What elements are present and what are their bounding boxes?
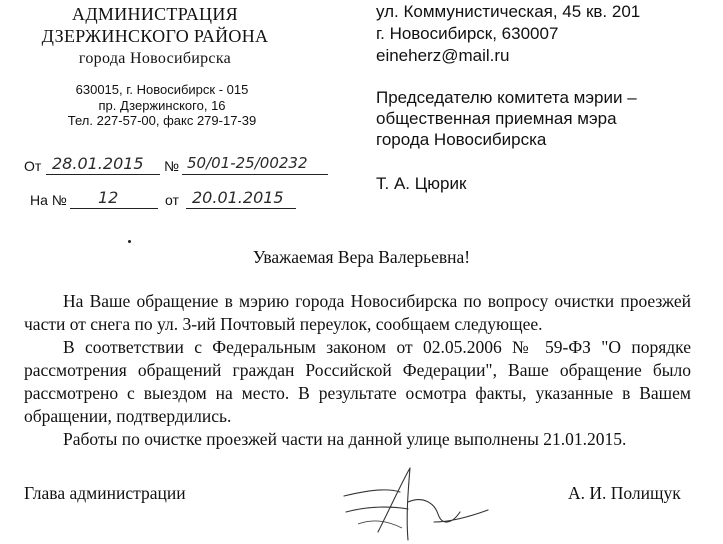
reply-date-underline	[186, 208, 296, 209]
reply-number-handwritten: 12	[98, 188, 119, 207]
org-address-line2: пр. Дзержинского, 16	[98, 98, 226, 113]
reply-date-handwritten: 20.01.2015	[192, 188, 284, 207]
org-name-line1: АДМИНИСТРАЦИЯ	[72, 4, 238, 24]
sender-address-line1: ул. Коммунистическая, 45 кв. 201	[376, 2, 641, 21]
org-phone-line: Тел. 227-57-00, факс 279-17-39	[67, 113, 257, 128]
from-date-handwritten: 28.01.2015	[52, 154, 144, 173]
org-name-line2: ДЗЕРЖИНСКОГО РАЙОНА	[41, 26, 269, 46]
number-handwritten: 50/01-25/00232	[187, 154, 308, 172]
sender-address-line2: г. Новосибирск, 630007	[376, 24, 559, 43]
handwritten-signature	[338, 462, 498, 544]
reply-number-label: На №	[30, 192, 67, 208]
signatory-name: А. И. Полищук	[568, 483, 681, 503]
stray-dot	[128, 240, 131, 243]
paragraph-3: Работы по очистке проезжей части на данной улице выполнены 21.01.2015.	[63, 429, 627, 449]
org-address-line1: 630015, г. Новосибирск - 015	[75, 82, 249, 97]
paragraph-2: В соответствии с Федеральным законом от 02.05.2006 № 59-ФЗ "О порядке рассмотрения обращений граждан Российской Федерации", Ваше обращение было рассмотрено с выездом на место. В результате осмотра факты, указанные в Вашем обращении, подтвердились.	[24, 337, 691, 426]
salutation: Уважаемая Вера Валерьевна!	[252, 247, 471, 267]
addressee-line1: Председателю комитета мэрии –	[376, 88, 637, 107]
from-label: От	[24, 158, 42, 174]
org-name-line3: города Новосибирска	[78, 50, 232, 67]
letter-body	[24, 290, 691, 451]
number-label: №	[164, 158, 180, 174]
number-underline	[182, 174, 328, 175]
signatory-position: Глава администрации	[24, 483, 186, 503]
addressee-line2: общественная приемная мэра	[376, 109, 617, 128]
addressee-name: Т. А. Цюрик	[376, 174, 467, 193]
sender-email: eineherz@mail.ru	[376, 46, 510, 65]
reply-number-underline	[70, 208, 158, 209]
paragraph-1: На Ваше обращение в мэрию города Новосибирска по вопросу очистки проезжей части от снега по ул. 3-ий Почтовый переулок, сообщаем следующее.	[24, 291, 691, 334]
from-date-underline	[46, 174, 160, 175]
reply-from-label: от	[165, 192, 179, 208]
addressee-line3: города Новосибирска	[376, 130, 547, 149]
